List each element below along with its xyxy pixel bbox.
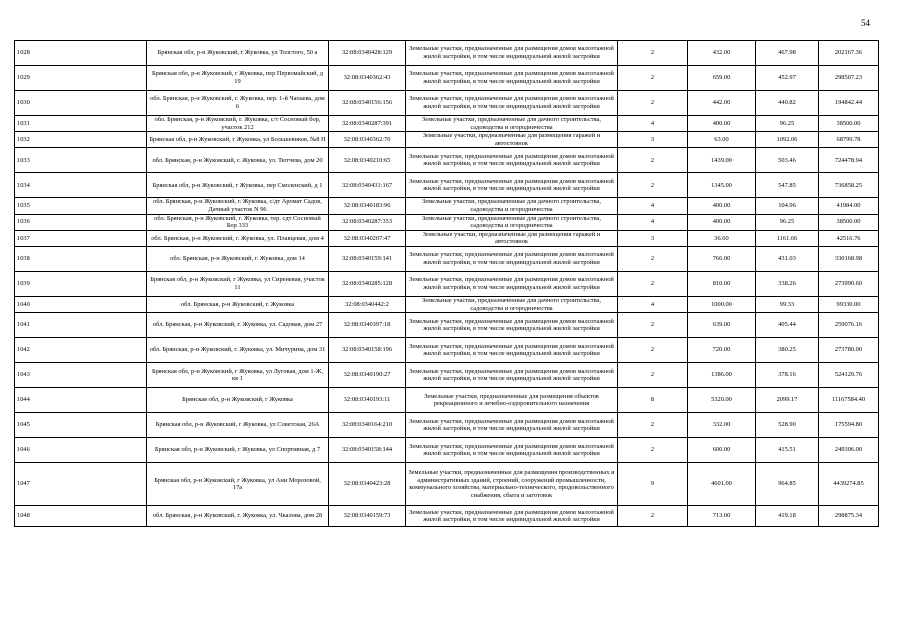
row-number-cell: 1044 (15, 388, 147, 413)
group-number-cell: 2 (618, 66, 688, 91)
land-use-cell: Земельные участки, предназначенные для дачного строительства, садоводства и огородничества (406, 198, 618, 214)
cadastral-number-cell: 32:08:0340159:141 (329, 246, 406, 271)
cadastral-value-cell: 99330.00 (819, 296, 879, 312)
table-row (15, 230, 879, 246)
specific-value-cell: 547.85 (756, 173, 819, 198)
row-number-cell: 1029 (15, 66, 147, 91)
cadastral-value-cell: 298875.34 (819, 506, 879, 527)
group-number-cell: 2 (618, 246, 688, 271)
land-use-cell: Земельные участки, предназначенные для размещения домов малоэтажной жилой застройки, в том числе индивидуальной жилой застройки (406, 413, 618, 438)
group-number-cell: 2 (618, 271, 688, 296)
cadastral-value-table (14, 40, 879, 527)
specific-value-cell: 452.97 (756, 66, 819, 91)
group-number-cell: 2 (618, 413, 688, 438)
specific-value-cell: 431.03 (756, 246, 819, 271)
area-cell: 639.00 (688, 313, 756, 338)
table-row (15, 296, 879, 312)
specific-value-cell: 104.96 (756, 198, 819, 214)
area-cell: 1345.00 (688, 173, 756, 198)
land-use-cell: Земельные участки, предназначенные для размещения производственных и административных зданий, строений, сооружений промышленности, коммунального хозяйства, материально-технического, продовольственного снабжения, сбыта и заготовок (406, 463, 618, 506)
cadastral-value-cell: 4439274.85 (819, 463, 879, 506)
address-cell: Брянская обл, р-н Жуковский, г Жуковка, пер Смоленский, д 1 (147, 173, 329, 198)
group-number-cell: 2 (618, 363, 688, 388)
table-row (15, 313, 879, 338)
cadastral-value-cell: 298507.23 (819, 66, 879, 91)
row-number-cell: 1028 (15, 41, 147, 66)
address-cell: обл. Брянская, р-н Жуковский, г. Жуковка, тер. сдт Сосновый Бор 333 (147, 214, 329, 230)
table-row (15, 363, 879, 388)
area-cell: 63.00 (688, 132, 756, 148)
land-use-cell: Земельные участки, предназначенные для размещения домов малоэтажной жилой застройки, в том числе индивидуальной жилой застройки (406, 438, 618, 463)
land-use-cell: Земельные участки, предназначенные для размещения домов малоэтажной жилой застройки, в том числе индивидуальной жилой застройки (406, 338, 618, 363)
cadastral-value-cell: 273780.00 (819, 338, 879, 363)
page-number: 54 (861, 18, 870, 28)
table-row (15, 463, 879, 506)
cadastral-number-cell: 32:08:0340285:128 (329, 271, 406, 296)
area-cell: 1000.00 (688, 296, 756, 312)
land-use-cell: Земельные участки, предназначенные для размещения домов малоэтажной жилой застройки, в том числе индивидуальной жилой застройки (406, 246, 618, 271)
specific-value-cell: 2099.17 (756, 388, 819, 413)
group-number-cell: 2 (618, 91, 688, 116)
land-use-cell: Земельные участки, предназначенные для размещения домов малоэтажной жилой застройки, в том числе индивидуальной жилой застройки (406, 148, 618, 173)
area-cell: 400.00 (688, 214, 756, 230)
area-cell: 659.00 (688, 66, 756, 91)
cadastral-number-cell: 32:08:0340397:18 (329, 313, 406, 338)
land-use-cell: Земельные участки, предназначенные для дачного строительства, садоводства и огородничества (406, 116, 618, 132)
specific-value-cell: 503.46 (756, 148, 819, 173)
cadastral-number-cell: 32:08:0340423:28 (329, 463, 406, 506)
cadastral-value-cell: 736858.25 (819, 173, 879, 198)
address-cell: обл. Брянская, р-н Жуковский, г. Жуковка, ул. Плавцевая, дом 4 (147, 230, 329, 246)
land-use-cell: Земельные участки, предназначенные для размещения гаражей и автостоянок (406, 230, 618, 246)
row-number-cell: 1031 (15, 116, 147, 132)
table-row (15, 173, 879, 198)
address-cell: обл. Брянская, р-н Жуковский, г. Жуковка, с/т Сосновый бор, участок 212 (147, 116, 329, 132)
table-row (15, 246, 879, 271)
area-cell: 332.00 (688, 413, 756, 438)
area-cell: 720.00 (688, 338, 756, 363)
cadastral-number-cell: 32:08:0340442:2 (329, 296, 406, 312)
cadastral-number-cell: 32:08:0340156:156 (329, 91, 406, 116)
address-cell: Брянская обл, р-н Жуковский, г Жуковка, ул Большевиков, №8 Н (147, 132, 329, 148)
table-row (15, 438, 879, 463)
row-number-cell: 1045 (15, 413, 147, 438)
address-cell: Брянская обл, р-н Жуковский, г Жуковка (147, 388, 329, 413)
address-cell: Брянская обл, р-н Жуковский, г Жуковка, ул Луговая, дом 1-Ж, кв 1 (147, 363, 329, 388)
cadastral-number-cell: 32:08:0340193:11 (329, 388, 406, 413)
cadastral-value-cell: 11167584.40 (819, 388, 879, 413)
table-row (15, 214, 879, 230)
address-cell: Брянская обл, р-н Жуковский, г Жуковка, пер Первомайский, д 19 (147, 66, 329, 91)
specific-value-cell: 378.16 (756, 363, 819, 388)
address-cell: обл. Брянская, р-н Жуковский, г. Жуковка, ул. Чкалова, дом 28 (147, 506, 329, 527)
area-cell: 36.60 (688, 230, 756, 246)
row-number-cell: 1041 (15, 313, 147, 338)
group-number-cell: 2 (618, 506, 688, 527)
specific-value-cell: 964.85 (756, 463, 819, 506)
address-cell: обл. Брянская, р-н Жуковский, г. Жуковка, ул. Мичурина, дом 31 (147, 338, 329, 363)
specific-value-cell: 96.25 (756, 116, 819, 132)
cadastral-number-cell: 32:08:0340287:391 (329, 116, 406, 132)
cadastral-value-cell: 42516.76 (819, 230, 879, 246)
area-cell: 810.00 (688, 271, 756, 296)
row-number-cell: 1030 (15, 91, 147, 116)
area-cell: 400.00 (688, 116, 756, 132)
table-row (15, 132, 879, 148)
address-cell: обл. Брянская, р-н Жуковский, г. Жуковка, ул. Тютчева, дом 20 (147, 148, 329, 173)
row-number-cell: 1037 (15, 230, 147, 246)
land-use-cell: Земельные участки, предназначенные для размещения домов малоэтажной жилой застройки, в том числе индивидуальной жилой застройки (406, 271, 618, 296)
area-cell: 432.00 (688, 41, 756, 66)
table-row (15, 148, 879, 173)
specific-value-cell: 415.51 (756, 438, 819, 463)
cadastral-value-cell: 38500.00 (819, 214, 879, 230)
address-cell: обл. Брянская, р-н Жуковский, г. Жуковка, ул. Садовая, дом 27 (147, 313, 329, 338)
row-number-cell: 1040 (15, 296, 147, 312)
specific-value-cell: 380.25 (756, 338, 819, 363)
specific-value-cell: 528.90 (756, 413, 819, 438)
group-number-cell: 3 (618, 132, 688, 148)
cadastral-value-cell: 175594.80 (819, 413, 879, 438)
cadastral-value-cell: 724478.94 (819, 148, 879, 173)
land-use-cell: Земельные участки, предназначенные для дачного строительства, садоводства и огородничества (406, 214, 618, 230)
address-cell: обл. Брянская, р-н Жуковский, г. Жуковка, пер. 1-й Чапаева, дом 6 (147, 91, 329, 116)
cadastral-number-cell: 32:08:0340210:65 (329, 148, 406, 173)
cadastral-value-cell: 249306.00 (819, 438, 879, 463)
area-cell: 5320.00 (688, 388, 756, 413)
cadastral-value-cell: 330168.98 (819, 246, 879, 271)
group-number-cell: 2 (618, 313, 688, 338)
table-row (15, 91, 879, 116)
address-cell: обл. Брянская, р-н Жуковский, г. Жуковка, дом 14 (147, 246, 329, 271)
cadastral-number-cell: 32:08:0340158:196 (329, 338, 406, 363)
cadastral-value-cell: 524129.76 (819, 363, 879, 388)
group-number-cell: 3 (618, 230, 688, 246)
cadastral-number-cell: 32:08:0340362:70 (329, 132, 406, 148)
cadastral-number-cell: 32:08:0340190:27 (329, 363, 406, 388)
table-row (15, 506, 879, 527)
area-cell: 766.00 (688, 246, 756, 271)
table-row (15, 338, 879, 363)
row-number-cell: 1038 (15, 246, 147, 271)
group-number-cell: 4 (618, 198, 688, 214)
table-row (15, 116, 879, 132)
cadastral-number-cell: 32:08:0340428:129 (329, 41, 406, 66)
cadastral-number-cell: 32:08:0340164:210 (329, 413, 406, 438)
cadastral-value-cell: 194842.44 (819, 91, 879, 116)
specific-value-cell: 405.44 (756, 313, 819, 338)
group-number-cell: 2 (618, 338, 688, 363)
cadastral-number-cell: 32:08:0340159:73 (329, 506, 406, 527)
cadastral-value-cell: 41984.00 (819, 198, 879, 214)
land-use-cell: Земельные участки, предназначенные для размещения домов малоэтажной жилой застройки, в том числе индивидуальной жилой застройки (406, 41, 618, 66)
table-body (15, 41, 879, 527)
group-number-cell: 2 (618, 438, 688, 463)
cadastral-value-cell: 202167.36 (819, 41, 879, 66)
group-number-cell: 8 (618, 388, 688, 413)
area-cell: 713.00 (688, 506, 756, 527)
address-cell: обл. Брянская, р-н Жуковский, г. Жуковка, с/дт Аромат Садов, Дачный участок N 96 (147, 198, 329, 214)
specific-value-cell: 1092.06 (756, 132, 819, 148)
cadastral-value-cell: 68799.78 (819, 132, 879, 148)
row-number-cell: 1048 (15, 506, 147, 527)
area-cell: 4601.00 (688, 463, 756, 506)
land-use-cell: Земельные участки, предназначенные для размещения домов малоэтажной жилой застройки, в том числе индивидуальной жилой застройки (406, 173, 618, 198)
land-use-cell: Земельные участки, предназначенные для размещения домов малоэтажной жилой застройки, в том числе индивидуальной жилой застройки (406, 91, 618, 116)
area-cell: 442.00 (688, 91, 756, 116)
table-row (15, 198, 879, 214)
row-number-cell: 1035 (15, 198, 147, 214)
land-use-cell: Земельные участки, предназначенные для размещения домов малоэтажной жилой застройки, в том числе индивидуальной жилой застройки (406, 66, 618, 91)
group-number-cell: 2 (618, 41, 688, 66)
cadastral-number-cell: 32:08:0340287:353 (329, 214, 406, 230)
table-row (15, 41, 879, 66)
cadastral-number-cell: 32:08:0340431:167 (329, 173, 406, 198)
area-cell: 1386.00 (688, 363, 756, 388)
cadastral-number-cell: 32:08:0340183:96 (329, 198, 406, 214)
land-use-cell: Земельные участки, предназначенные для размещения домов малоэтажной жилой застройки, в том числе индивидуальной жилой застройки (406, 363, 618, 388)
group-number-cell: 4 (618, 116, 688, 132)
row-number-cell: 1034 (15, 173, 147, 198)
specific-value-cell: 338.26 (756, 271, 819, 296)
group-number-cell: 2 (618, 148, 688, 173)
row-number-cell: 1039 (15, 271, 147, 296)
specific-value-cell: 419.18 (756, 506, 819, 527)
cadastral-number-cell: 32:08:0340362:43 (329, 66, 406, 91)
cadastral-number-cell: 32:08:0340207:47 (329, 230, 406, 246)
address-cell: Брянская обл, р-н Жуковский, г Жуковка, ул Сиреневая, участок 11 (147, 271, 329, 296)
table-row (15, 66, 879, 91)
specific-value-cell: 1161.66 (756, 230, 819, 246)
group-number-cell: 9 (618, 463, 688, 506)
row-number-cell: 1043 (15, 363, 147, 388)
row-number-cell: 1047 (15, 463, 147, 506)
cadastral-value-cell: 38500.00 (819, 116, 879, 132)
cadastral-value-cell: 273990.60 (819, 271, 879, 296)
group-number-cell: 2 (618, 173, 688, 198)
land-use-cell: Земельные участки, предназначенные для размещения гаражей и автостоянок (406, 132, 618, 148)
specific-value-cell: 467.98 (756, 41, 819, 66)
row-number-cell: 1033 (15, 148, 147, 173)
land-use-cell: Земельные участки, предназначенные для дачного строительства, садоводства и огородничества (406, 296, 618, 312)
group-number-cell: 4 (618, 214, 688, 230)
table-row (15, 388, 879, 413)
table-row (15, 271, 879, 296)
address-cell: Брянская обл, р-н Жуковский, г Жуковка, ул Ани Морозовой, 17а (147, 463, 329, 506)
cadastral-number-cell: 32:08:0340158:144 (329, 438, 406, 463)
specific-value-cell: 96.25 (756, 214, 819, 230)
specific-value-cell: 99.33 (756, 296, 819, 312)
row-number-cell: 1046 (15, 438, 147, 463)
area-cell: 1439.00 (688, 148, 756, 173)
row-number-cell: 1032 (15, 132, 147, 148)
cadastral-value-cell: 259076.16 (819, 313, 879, 338)
area-cell: 600.00 (688, 438, 756, 463)
group-number-cell: 4 (618, 296, 688, 312)
address-cell: обл. Брянская, р-н Жуковский, г. Жуковка (147, 296, 329, 312)
address-cell: Брянская обл, р-н Жуковский, г Жуковка, ул Толстого, 50 а (147, 41, 329, 66)
land-use-cell: Земельные участки, предназначенные для размещения домов малоэтажной жилой застройки, в том числе индивидуальной жилой застройки (406, 313, 618, 338)
land-use-cell: Земельные участки, предназначенные для размещения домов малоэтажной жилой застройки, в том числе индивидуальной жилой застройки (406, 506, 618, 527)
address-cell: Брянская обл, р-н Жуковский, г Жуковка, ул Советская, 26А (147, 413, 329, 438)
area-cell: 400.00 (688, 198, 756, 214)
land-use-cell: Земельные участки, предназначенные для размещения объектов рекреационного и лечебно-оздоровительного назначения (406, 388, 618, 413)
row-number-cell: 1042 (15, 338, 147, 363)
address-cell: Брянская обл, р-н Жуковский, г Жуковка, ул Спортивная, д 7 (147, 438, 329, 463)
row-number-cell: 1036 (15, 214, 147, 230)
specific-value-cell: 440.82 (756, 91, 819, 116)
table-row (15, 413, 879, 438)
